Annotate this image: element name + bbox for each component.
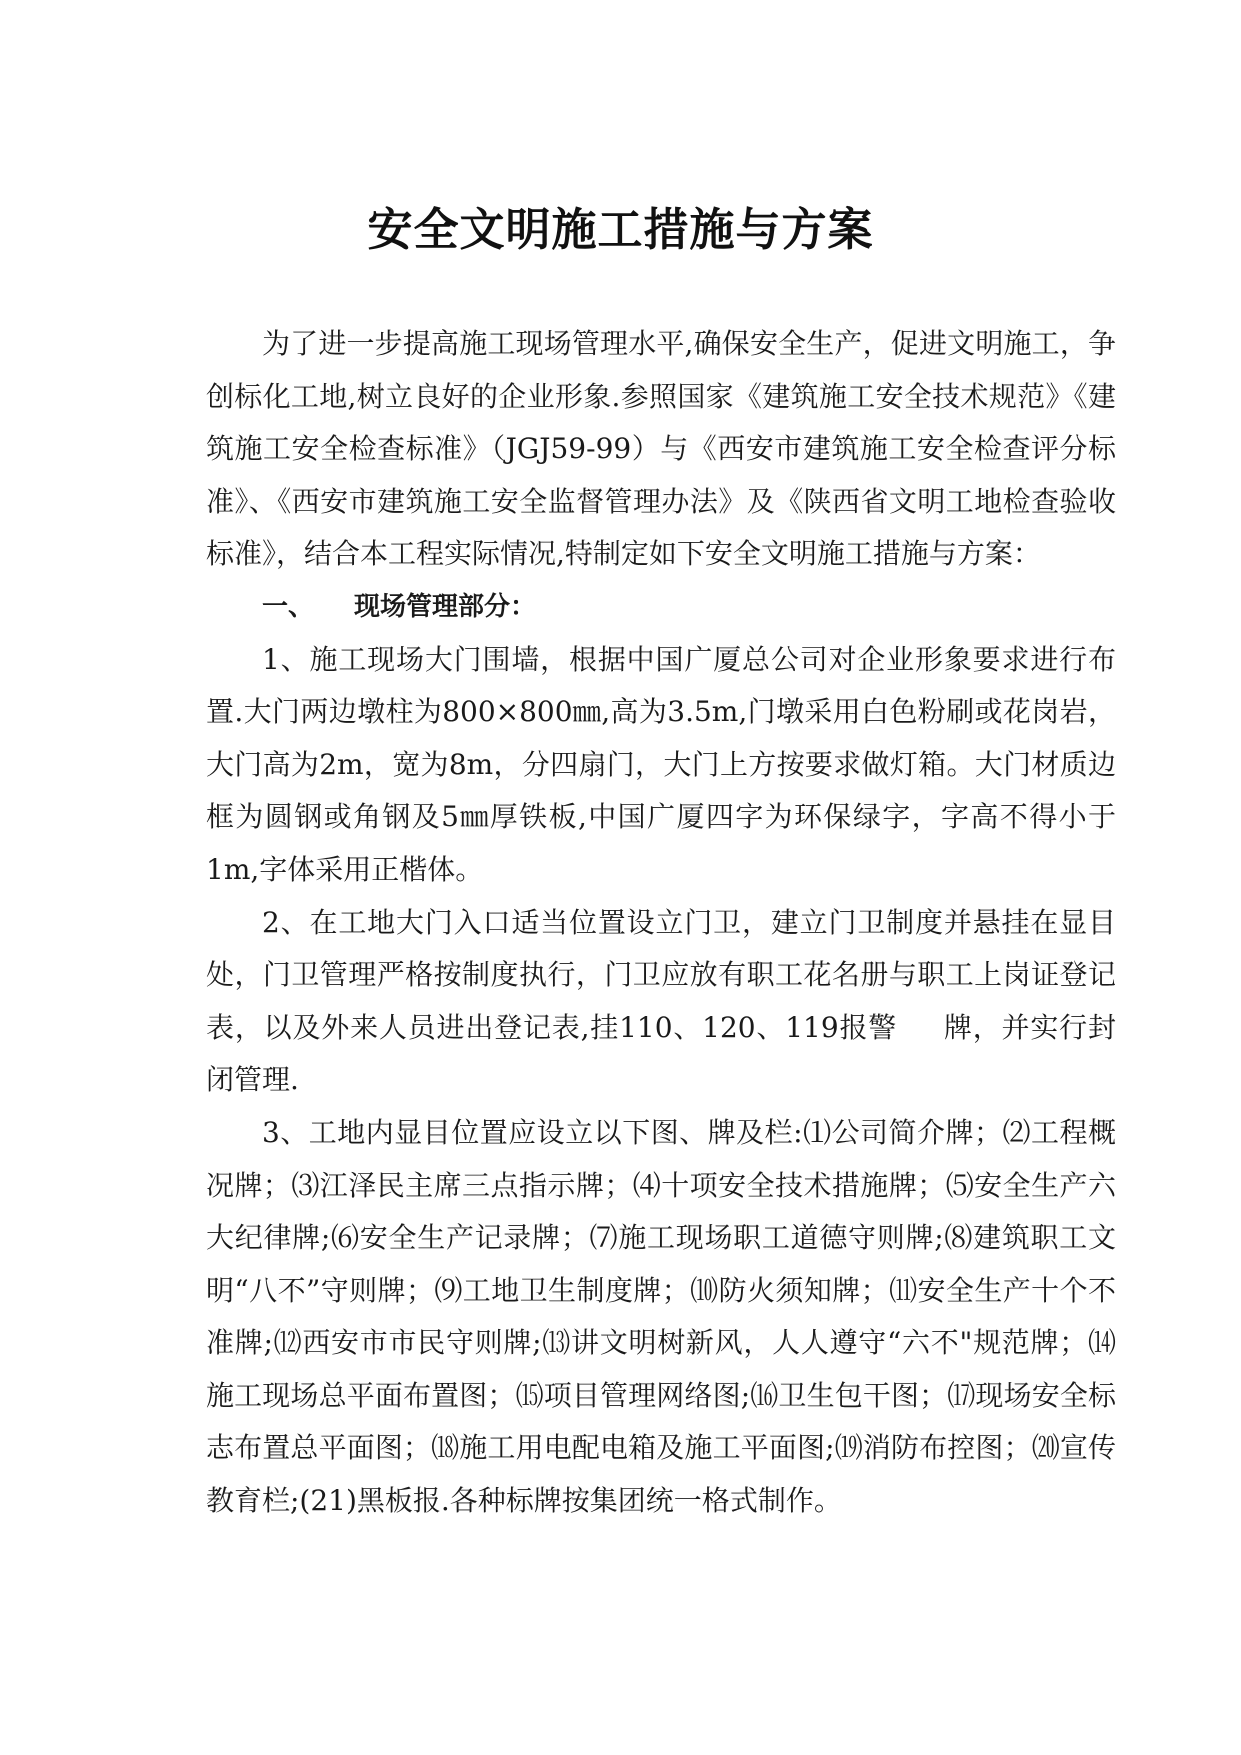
section-number: 一、 [262, 591, 315, 622]
item-3-paragraph: 3、工地内显目位置应设立以下图、牌及栏:⑴公司简介牌；⑵工程概况牌；⑶江泽民主席三点指示牌；⑷十项安全技术措施牌；⑸安全生产六大纪律牌;⑹安全生产记录牌；⑺施工现场职工道德守则牌;⑻建筑职工文明“八不”守则牌；⑼工地卫生制度牌；⑽防火须知牌；⑾安全生产十个不准牌;⑿西安市市民守则牌;⒀讲文明树新风，人人遵守“六不"规范牌；⒁施工现场总平面布置图；⒂项目管理网络图;⒃卫生包干图；⒄现场安全标志布置总平面图；⒅施工用电配电箱及施工平面图;⒆消防布控图；⒇宣传教育栏;(21)黑板报.各种标牌按集团统一格式制作。 [206, 1115, 1116, 1518]
document-body [206, 318, 1116, 1528]
intro-paragraph: 为了进一步提高施工现场管理水平,确保安全生产，促进文明施工，争创标化工地,树立良好的企业形象.参照国家《建筑施工安全技术规范》《建筑施工安全检查标准》（JGJ59-99）与《西安市建筑施工安全检查评分标准》、《西安市建筑施工安全监督管理办法》及《陕西省文明工地检查验收标准》，结合本工程实际情况,特制定如下安全文明施工措施与方案： [206, 327, 1116, 571]
item-2-text-start: 2、在工地大门入口适当位置设立门卫，建立门卫制度并悬挂在显目处，门卫管理严格按制度执行，门卫应放有职工花名册与职工上岗证登记表，以及外来人员进出登记表,挂110、120、119报警 [206, 905, 1116, 1044]
document-title: 安全文明施工措施与方案 [367, 203, 874, 256]
item-2-text-end: 牌，并实行封闭管理. [206, 1010, 1116, 1097]
section-title: 现场管理部分： [354, 591, 537, 622]
item-1-paragraph: 1、施工现场大门围墙，根据中国广厦总公司对企业形象要求进行布置.大门两边墩柱为800×800㎜,高为3.5m,门墩采用白色粉刷或花岗岩，大门高为2m，宽为8m，分四扇门，大门上方按要求做灯箱。大门材质边框为圆钢或角钢及5㎜厚铁板,中国广厦四字为环保绿字，字高不得小于1m,字体采用正楷体。 [206, 642, 1116, 886]
item-2-paragraph [206, 897, 1116, 1107]
section-heading [206, 581, 1116, 634]
